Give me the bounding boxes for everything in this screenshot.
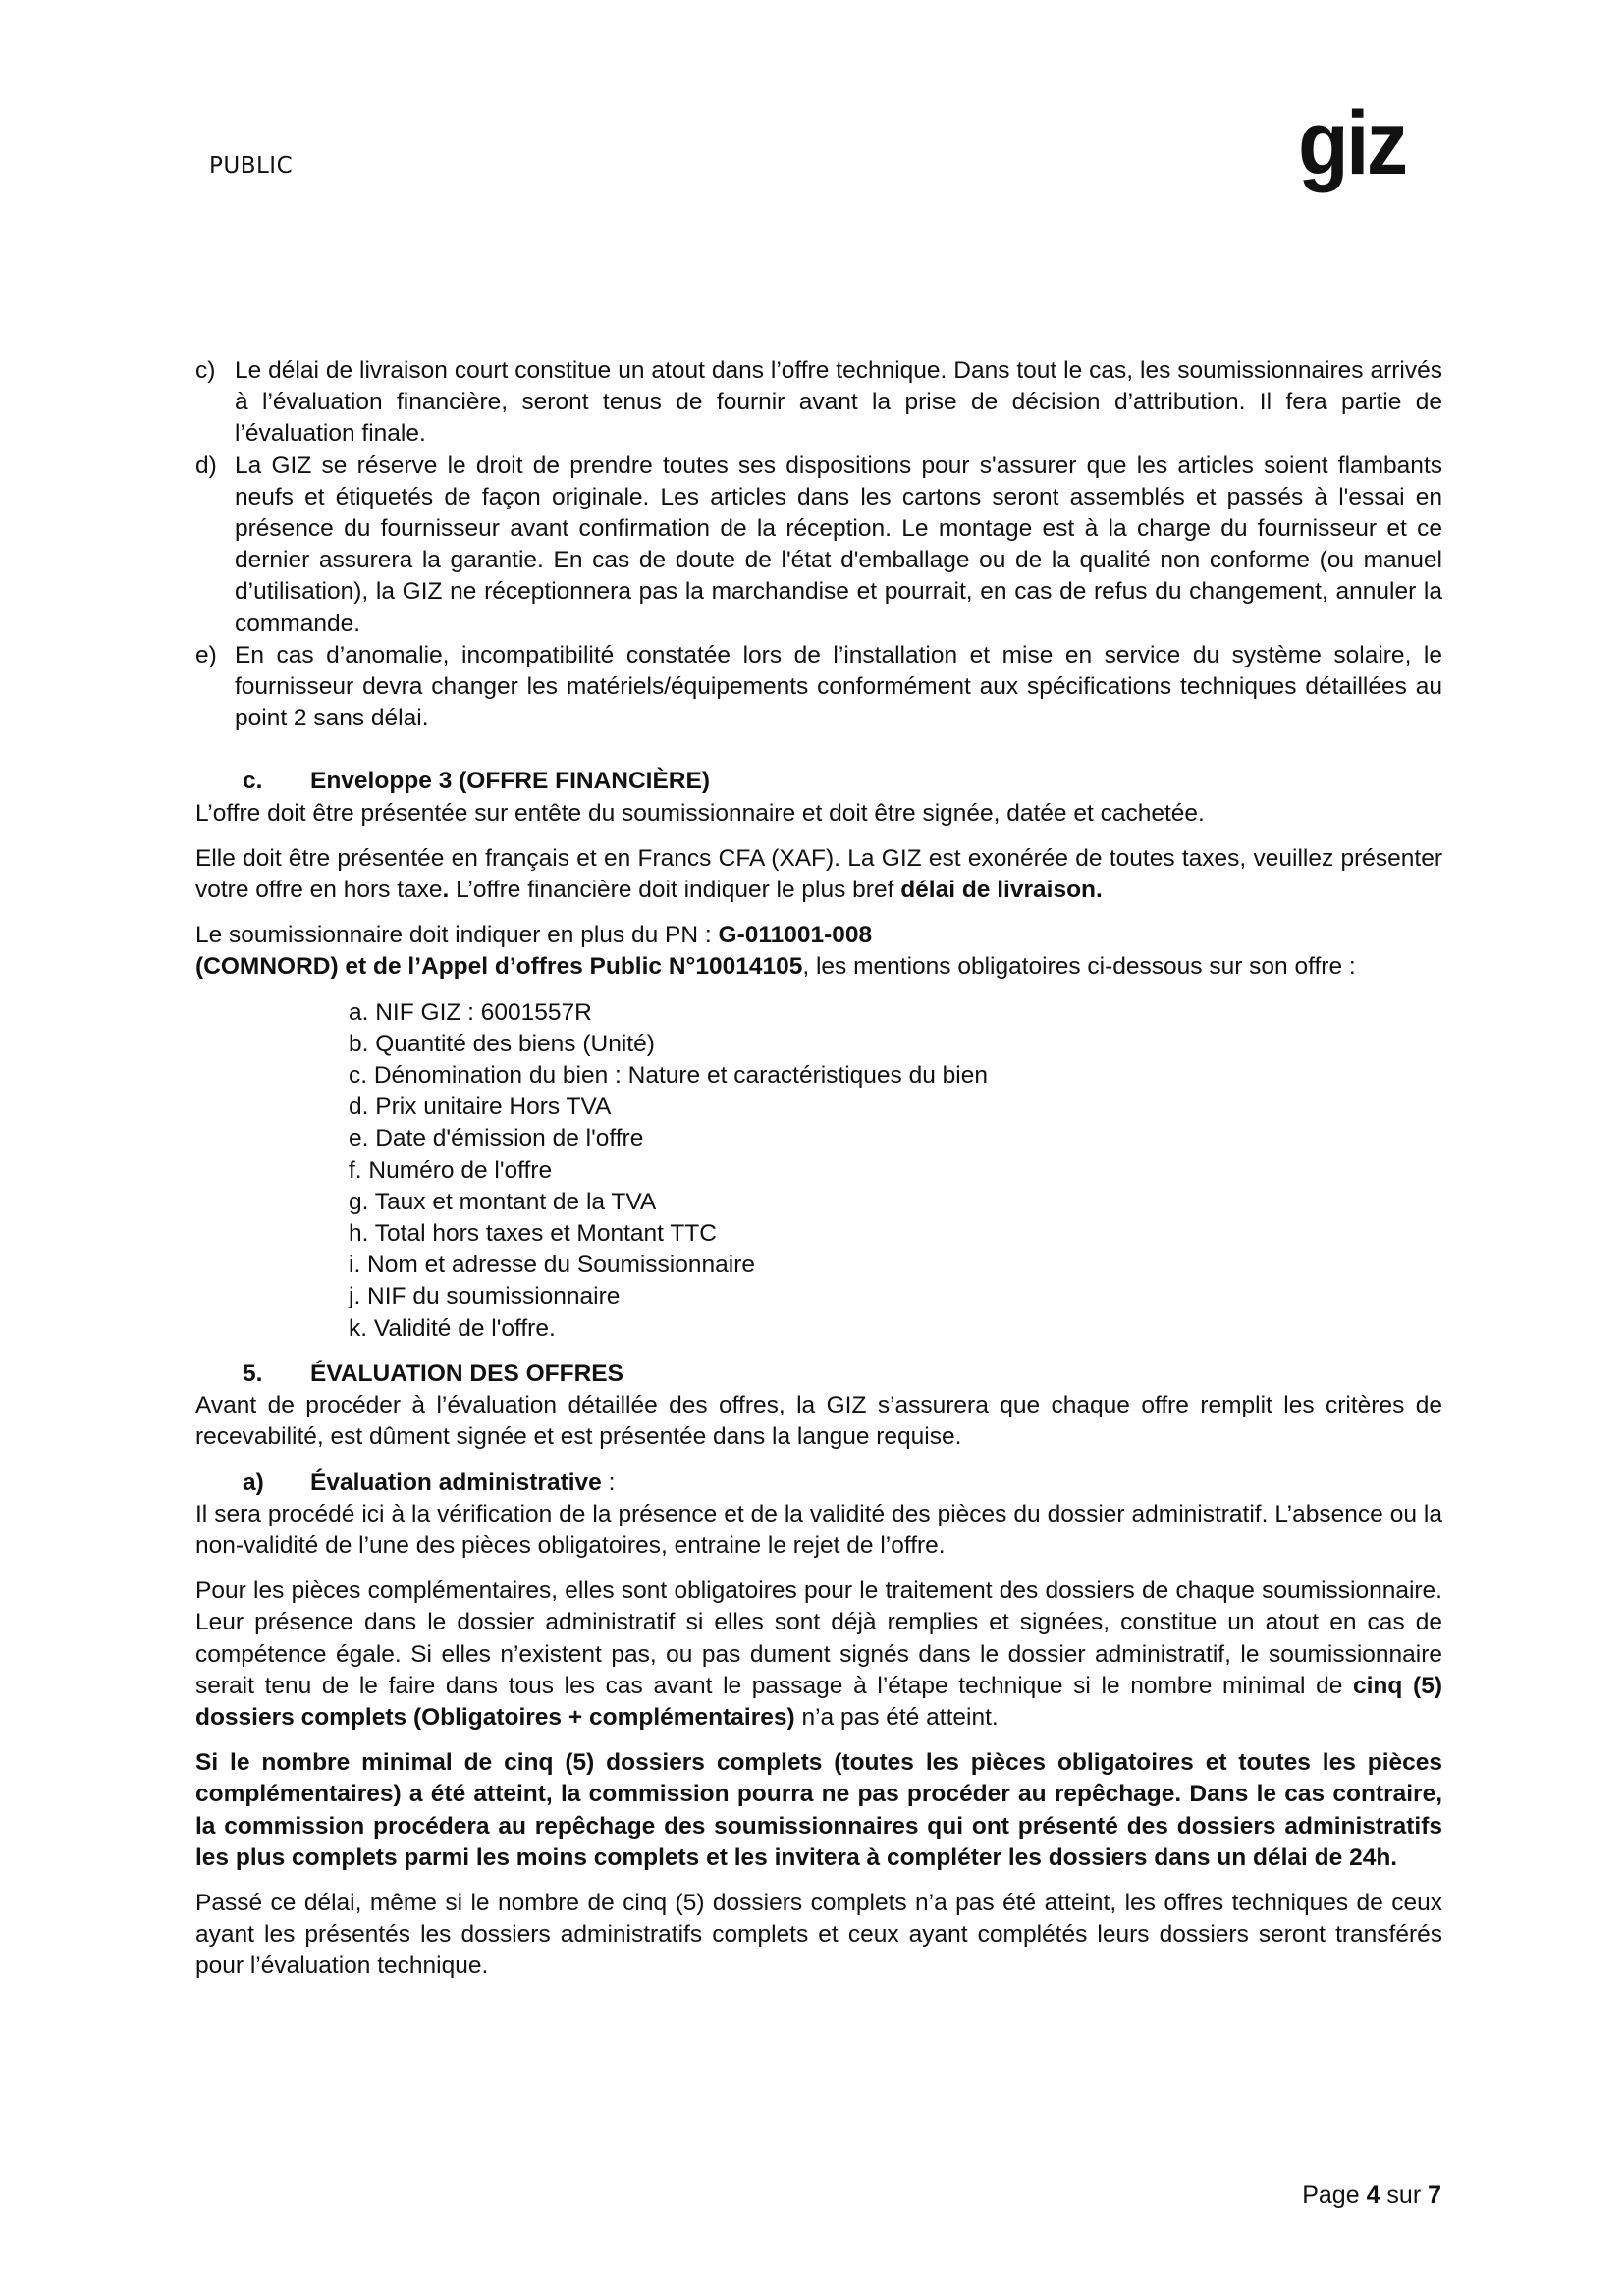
giz-logo: giz [1298, 93, 1406, 193]
list-text: La GIZ se réserve le droit de prendre toutes ses dispositions pour s'assurer que les articles soient flambants neufs et étiquetés de façon originale. Les articles dans les cartons seront assemblés et passés à l'essai en présence du fournisseur avant confirmation de la réception. Le montage est à la charge du fournisseur et ce dernier assurera la garantie. En cas de doute de l'état d'emballage ou de la qualité non conforme (ou manuel d’utilisation), la GIZ ne réceptionnera pas la marchandise et pourrait, en cas de refus du changement, annuler la commande. [235, 452, 1442, 637]
envelope3-paragraph-2 [195, 843, 1442, 906]
project-number: G-011001-008 [718, 922, 873, 949]
mandatory-mentions-list [195, 997, 1442, 1345]
page-current: 4 [1366, 2181, 1380, 2209]
mention-item: b. Quantité des biens (Unité) [349, 1030, 655, 1057]
text-run: Le soumissionnaire doit indiquer en plus du PN : [195, 922, 719, 949]
section5-intro: Avant de procéder à l’évaluation détaillée des offres, la GIZ s’assurera que chaque offre remplit les critères de recevabilité, est dûment signée et est présentée dans la langue requise. [195, 1392, 1442, 1451]
text-run-bold: Si le nombre minimal de cinq (5) dossiers complets (toutes les pièces obligatoires et toutes les pièces complémentaires) a été atteint, la commission pourra ne pas procéder au repêchage. Dans le cas contraire, la commission procédera au repêchage des soumissionnaires qui ont présenté des dossiers administratifs les plus complets parmi les moins complets et les invitera à compléter les dossiers dans un délai de 24h. [195, 1749, 1442, 1871]
mention-item: a. NIF GIZ : 6001557R [349, 998, 592, 1026]
list-item-d [195, 451, 1442, 640]
mention-item: k. Validité de l'offre. [349, 1314, 556, 1342]
list-text: Le délai de livraison court constitue un atout dans l’offre technique. Dans tout le cas, les soumissionnaires arrivés à l’évaluation financière, seront tenus de fournir avant la prise de décision d’attribution. Il fera partie de l’évaluation finale. [235, 357, 1442, 448]
mention-item: i. Nom et adresse du Soumissionnaire [349, 1252, 755, 1279]
page-mid: sur [1380, 2181, 1429, 2209]
text-run-bold: (COMNORD) et de l’Appel d’offres Public N°10014105 [195, 953, 803, 981]
admin-paragraph-3 [195, 1747, 1442, 1874]
admin-paragraph-4: Passé ce délai, même si le nombre de cinq (5) dossiers complets n’a pas été atteint, les offres techniques de ceux ayant les présentés les dossiers administratifs complets et ceux ayant complétés leurs dossiers seront transférés pour l’évaluation technique. [195, 1889, 1442, 1980]
document-body [195, 355, 1442, 1983]
heading-title: Évaluation administrative [310, 1468, 602, 1496]
envelope3-paragraph-3 [195, 920, 1442, 983]
heading-title: ÉVALUATION DES OFFRES [310, 1360, 623, 1387]
sub-a-heading [195, 1468, 1442, 1499]
list-marker: c) [195, 357, 216, 384]
mention-item: d. Prix unitaire Hors TVA [349, 1094, 612, 1121]
admin-paragraph-1: Il sera procédé ici à la vérification de la présence et de la validité des pièces du dossier administratif. L’absence ou la non-validité de l’une des pièces obligatoires, entraine le rejet de l’offre. [195, 1500, 1442, 1559]
text-run-bold: délai de livraison. [900, 877, 1103, 904]
text-run: n’a pas été atteint. [794, 1703, 999, 1731]
list-marker: d) [195, 452, 217, 479]
heading-title: Enveloppe 3 (OFFRE FINANCIÈRE) [310, 768, 711, 795]
text-run: , les mentions obligatoires ci-dessous sur son offre : [802, 953, 1356, 981]
classification-label: PUBLIC [209, 153, 294, 179]
heading-suffix: : [601, 1468, 616, 1496]
list-marker: e) [195, 641, 217, 668]
heading-number: c. [243, 768, 263, 795]
mention-item: f. Numéro de l'offre [349, 1156, 553, 1184]
mention-item: c. Dénomination du bien : Nature et caractéristiques du bien [349, 1062, 988, 1090]
envelope3-paragraph-1: L’offre doit être présentée sur entête du soumissionnaire et doit être signée, datée et cachetée. [195, 799, 1205, 827]
envelope3-heading [195, 766, 1442, 797]
text-run-bold: . [442, 877, 450, 904]
heading-number: 5. [243, 1360, 263, 1387]
list-item-c [195, 355, 1442, 451]
page-total: 7 [1428, 2181, 1441, 2209]
text-run-bold: cinq (5) dossiers complets (Obligatoires + complémentaires) [195, 1672, 1442, 1731]
admin-paragraph-2 [195, 1575, 1442, 1734]
text-run: Pour les pièces complémentaires, elles sont obligatoires pour le traitement des dossiers de chaque soumissionnaire. Leur présence dans le dossier administratif si elles sont déjà remplies et signées, constitue un atout en cas de compétence égale. Si elles n’existent pas, ou pas dument signés dans le dossier administratif, le soumissionnaire serait tenu de le faire dans tous les cas avant le passage à l’étape technique si le nombre minimal de [195, 1577, 1442, 1699]
mention-item: g. Taux et montant de la TVA [349, 1188, 657, 1215]
section5-heading [195, 1359, 1442, 1390]
list-item-e [195, 640, 1442, 735]
text-run: L’offre financière doit indiquer le plus bref [449, 877, 901, 904]
heading-number: a) [243, 1468, 264, 1496]
mention-item: j. NIF du soumissionnaire [349, 1283, 621, 1310]
list-text: En cas d’anomalie, incompatibilité constatée lors de l’installation et mise en service du système solaire, le fournisseur devra changer les matériels/équipements conformément aux spécifications techniques détaillées au point 2 sans délai. [235, 641, 1442, 732]
mention-item: h. Total hors taxes et Montant TTC [349, 1220, 717, 1248]
mention-item: e. Date d'émission de l'offre [349, 1125, 644, 1152]
text-run: Elle doit être présentée en français et en Francs CFA (XAF). La GIZ est exonérée de toutes taxes, veuillez présenter votre offre en hors taxe [195, 844, 1442, 904]
page-number [1302, 2181, 1441, 2210]
page-prefix: Page [1302, 2181, 1367, 2209]
